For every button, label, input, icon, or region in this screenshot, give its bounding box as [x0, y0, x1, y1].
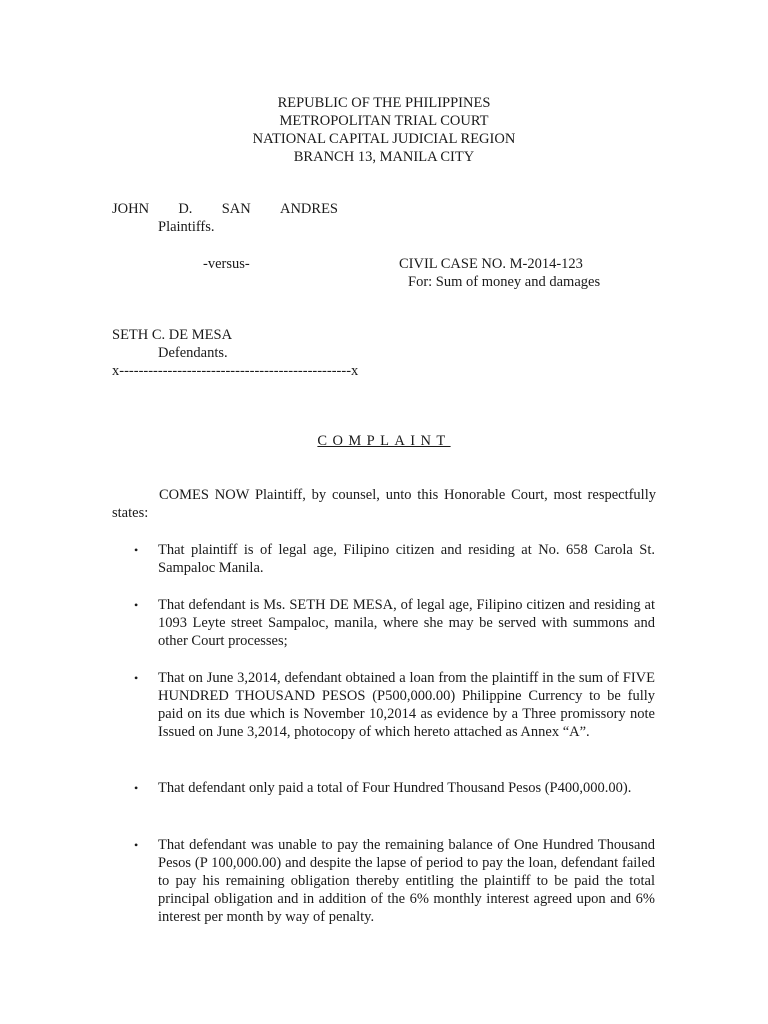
plaintiff-name-word: JOHN: [112, 201, 150, 217]
plaintiff-name-word: SAN: [221, 201, 251, 217]
intro-paragraph: [112, 486, 656, 522]
plaintiff-name-word: ANDRES: [279, 201, 338, 217]
allegation-1: That plaintiff is of legal age, Filipino citizen and residing at No. 658 Carola St. Sampaloc Manila.: [158, 542, 655, 576]
allegation-2: That defendant is Ms. SETH DE MESA, of legal age, Filipino citizen and residing at 1093 Leyte street Sampaloc, manila, where she may be served with summons and other Court processes;: [158, 597, 655, 649]
bullet-icon: •: [134, 781, 139, 795]
allegation-3: That on June 3,2014, defendant obtained a loan from the plaintiff in the sum of FIVE HUNDRED THOUSAND PESOS (P500,000.00) Philippine Currency to be fully paid on its due which is November 10,2014 as evidence by a Three promissory note Issued on June 3,2014, photocopy of which hereto attached as Annex “A”.: [158, 670, 655, 740]
bullet-icon: •: [134, 671, 139, 685]
plaintiff-name: [112, 200, 338, 218]
intro-text: COMES NOW Plaintiff, by counsel, unto this Honorable Court, most respectfully states:: [112, 487, 656, 521]
bullet-icon: •: [134, 543, 139, 557]
versus-label: -versus-: [203, 256, 250, 272]
allegation-5: That defendant was unable to pay the remaining balance of One Hundred Thousand Pesos (P 100,000.00) and despite the lapse of period to pay the loan, defendant failed to pay his remaining obligation thereby entitling the plaintiff to be paid the total principal obligation and in addition of the 6% monthly interest agreed upon and 6% interest per month by way of penalty.: [158, 837, 655, 925]
caption-divider: x------------------------------------------------x: [112, 363, 359, 379]
allegation-4: That defendant only paid a total of Four Hundred Thousand Pesos (P400,000.00).: [158, 780, 632, 796]
defendant-name: SETH C. DE MESA: [112, 327, 233, 343]
header-line-republic: REPUBLIC OF THE PHILIPPINES: [277, 95, 491, 111]
header-line-branch: BRANCH 13, MANILA CITY: [293, 149, 475, 165]
bullet-icon: •: [134, 838, 139, 852]
case-nature: For: Sum of money and damages: [408, 274, 601, 290]
header-line-region: NATIONAL CAPITAL JUDICIAL REGION: [252, 131, 516, 147]
header-line-court: METROPOLITAN TRIAL COURT: [279, 113, 489, 129]
plaintiff-name-word: D.: [178, 201, 193, 217]
court-header: [0, 94, 768, 166]
bullet-icon: •: [134, 598, 139, 612]
case-number: CIVIL CASE NO. M-2014-123: [399, 256, 583, 272]
document-title: COMPLAINT: [317, 433, 451, 449]
defendant-role: Defendants.: [158, 345, 228, 361]
plaintiff-role: Plaintiffs.: [158, 219, 215, 235]
